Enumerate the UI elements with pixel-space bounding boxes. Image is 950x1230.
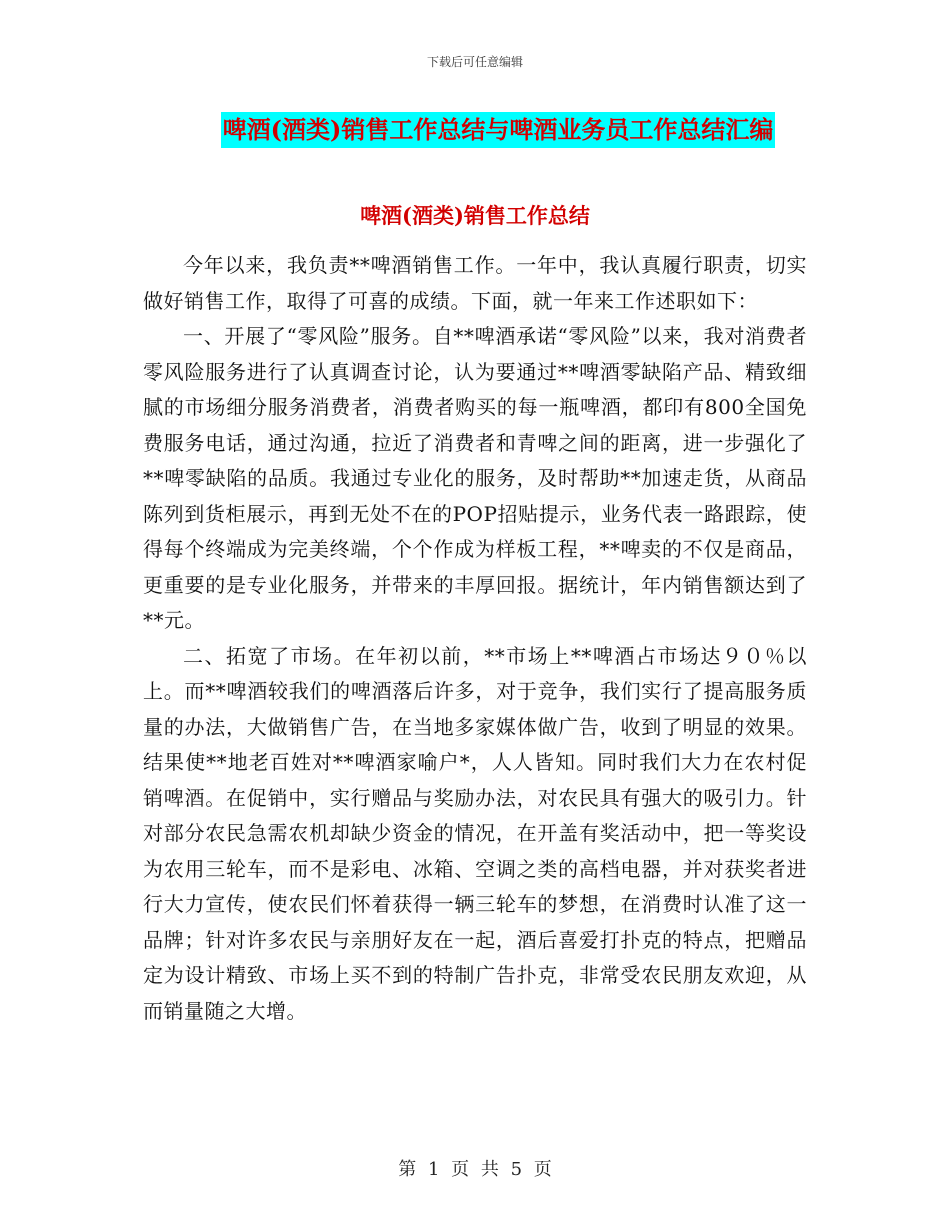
- paragraph-zero-risk-service: 一、开展了“零风险”服务。自**啤酒承诺“零风险”以来，我对消费者零风险服务进行了认真调查讨论，认为要通过**啤酒零缺陷产品、精致细腻的市场细分服务消费者，消费者购买的每一瓶啤酒，都印有800全国免费服务电话，通过沟通，拉近了消费者和青啤之间的距离，进一步强化了**啤零缺陷的品质。我通过专业化的服务，及时帮助**加速走货，从商品陈列到货柜展示，再到无处不在的POP招贴提示，业务代表一路跟踪，使得每个终端成为完美终端，个个作成为样板工程，**啤卖的不仅是商品，更重要的是专业化服务，并带来的丰厚回报。据统计，年内销售额达到了**元。: [143, 324, 807, 632]
- main-title-text: 啤酒(酒类)销售工作总结与啤酒业务员工作总结汇编: [221, 112, 776, 148]
- paragraph-intro: 今年以来，我负责**啤酒销售工作。一年中，我认真履行职责，切实做好销售工作，取得了可喜的成绩。下面，就一年来工作述职如下：: [143, 253, 807, 313]
- document-main-title: [0, 112, 950, 148]
- page-number-footer: 第 1 页 共 5 页: [398, 1159, 552, 1180]
- paragraph-market-expansion: 二、拓宽了市场。在年初以前，**市场上**啤酒占市场达９０％以上。而**啤酒较我们的啤酒落后许多，对于竞争，我们实行了提高服务质量的办法，大做销售广告，在当地多家媒体做广告，收到了明显的效果。结果使**地老百姓对**啤酒家喻户*，人人皆知。同时我们大力在农村促销啤酒。在促销中，实行赠品与奖励办法，对农民具有强大的吸引力。针对部分农民急需农机却缺少资金的情况，在开盖有奖活动中，把一等奖设为农用三轮车，而不是彩电、冰箱、空调之类的高档电器，并对获奖者进行大力宣传，使农民们怀着获得一辆三轮车的梦想，在消费时认准了这一品牌；针对许多农民与亲朋好友在一起，酒后喜爱打扑克的特点，把赠品定为设计精致、市场上买不到的特制广告扑克，非常受农民朋友欢迎，从而销量随之大增。: [143, 643, 807, 1023]
- page-header-note: 下载后可任意编辑: [426, 55, 523, 69]
- document-body: [143, 248, 807, 1029]
- section-title: 啤酒(酒类)销售工作总结: [360, 203, 590, 228]
